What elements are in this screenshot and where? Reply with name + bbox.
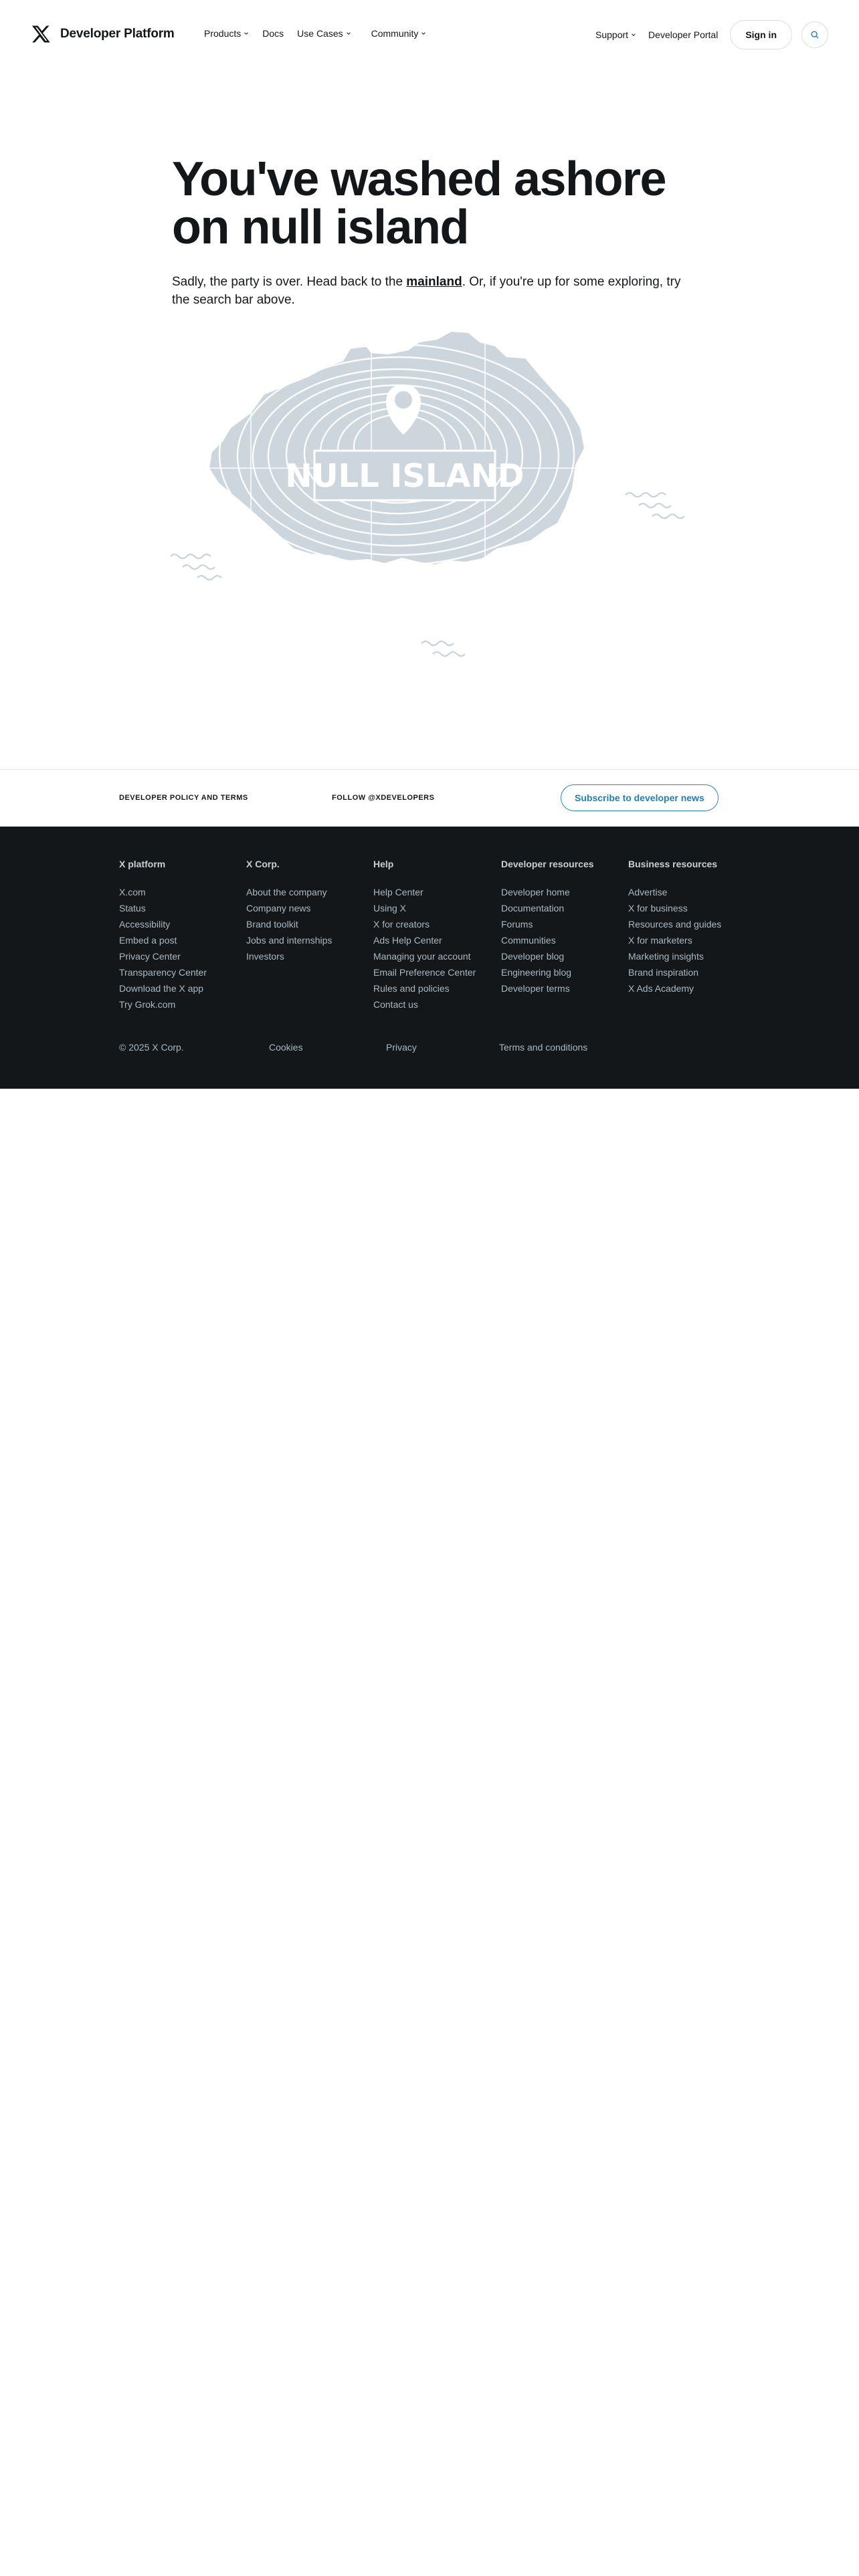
footer-link-list xyxy=(246,884,367,964)
sign-in-button[interactable]: Sign in xyxy=(730,20,792,49)
footer-link[interactable]: About the company xyxy=(246,887,327,897)
footer-column-title: X platform xyxy=(119,859,166,869)
brand-name: Developer Platform xyxy=(60,27,175,41)
footer-link[interactable]: Embed a post xyxy=(119,935,177,946)
page-title: You've washed ashore on null island xyxy=(172,152,666,254)
footer-link-list xyxy=(119,884,240,1012)
footer-link[interactable]: Forums xyxy=(501,919,533,930)
footer-link[interactable]: Communities xyxy=(501,935,556,946)
footer-link[interactable]: Using X xyxy=(373,903,407,914)
footer-link[interactable]: Documentation xyxy=(501,903,565,914)
footer-link[interactable]: Developer blog xyxy=(501,951,565,962)
footer-link[interactable]: Investors xyxy=(246,951,284,962)
nav-docs-label: Docs xyxy=(262,28,284,39)
footer-link[interactable]: Jobs and internships xyxy=(246,935,332,946)
hero-description xyxy=(172,273,694,309)
footer-link[interactable]: Rules and policies xyxy=(373,983,450,994)
nav-docs[interactable] xyxy=(262,28,284,39)
footer-link[interactable]: Help Center xyxy=(373,887,423,897)
nav-support-label: Support xyxy=(595,29,629,40)
main-nav xyxy=(204,28,440,39)
footer-link[interactable]: Transparency Center xyxy=(119,967,207,978)
x-logo-icon xyxy=(31,24,51,44)
copyright: © 2025 X Corp. xyxy=(119,1042,184,1053)
footer-link[interactable]: Ads Help Center xyxy=(373,935,442,946)
follow-xdevelopers-link[interactable]: FOLLOW @XDEVELOPERS xyxy=(332,794,435,802)
footer-link[interactable]: Resources and guides xyxy=(628,919,722,930)
island-label: NULL ISLAND xyxy=(285,457,524,495)
footer-link[interactable]: Marketing insights xyxy=(628,951,704,962)
header-actions xyxy=(595,20,828,49)
search-icon xyxy=(810,30,820,39)
search-button[interactable] xyxy=(801,21,828,48)
footer-link[interactable]: Brand inspiration xyxy=(628,967,699,978)
footer-column-title: Developer resources xyxy=(501,859,594,869)
nav-community-label: Community xyxy=(371,28,419,39)
footer-column-title: X Corp. xyxy=(246,859,280,869)
nav-support[interactable] xyxy=(595,29,636,40)
footer-link[interactable]: Status xyxy=(119,903,146,914)
mainland-link[interactable]: mainland xyxy=(406,275,462,289)
nav-use-cases[interactable] xyxy=(297,28,351,39)
footer-link[interactable]: Engineering blog xyxy=(501,967,572,978)
hero-text-after: . Or, if you're up for some exploring, try the search bar above. xyxy=(172,275,681,307)
footer-link[interactable]: Advertise xyxy=(628,887,668,897)
cookies-link[interactable]: Cookies xyxy=(269,1042,303,1053)
nav-use-cases-label: Use Cases xyxy=(297,28,343,39)
footer-link[interactable]: Privacy Center xyxy=(119,951,181,962)
footer-column xyxy=(373,859,494,1012)
terms-link[interactable]: Terms and conditions xyxy=(499,1042,588,1053)
footer-link[interactable]: X.com xyxy=(119,887,146,897)
footer-link[interactable]: X for creators xyxy=(373,919,430,930)
footer-column xyxy=(628,859,749,996)
nav-developer-portal-label: Developer Portal xyxy=(648,29,719,40)
null-island-illustration xyxy=(171,328,692,669)
footer-link-list xyxy=(501,884,622,996)
brand-link[interactable] xyxy=(31,24,175,44)
footer-column xyxy=(501,859,622,996)
privacy-link[interactable]: Privacy xyxy=(386,1042,417,1053)
footer-link[interactable]: Developer home xyxy=(501,887,570,897)
footer-link[interactable]: Email Preference Center xyxy=(373,967,476,978)
footer-column-title: Business resources xyxy=(628,859,718,869)
footer-links-strip xyxy=(0,769,859,827)
footer-link[interactable]: X Ads Academy xyxy=(628,983,694,994)
hero-text-before: Sadly, the party is over. Head back to the xyxy=(172,275,407,289)
subscribe-button[interactable]: Subscribe to developer news xyxy=(561,784,719,811)
footer-link[interactable]: Developer terms xyxy=(501,983,570,994)
nav-community[interactable] xyxy=(371,28,427,39)
site-footer xyxy=(0,827,859,1089)
footer-link[interactable]: Managing your account xyxy=(373,951,471,962)
footer-link[interactable]: Accessibility xyxy=(119,919,171,930)
chevron-down-icon xyxy=(421,31,426,36)
hero-section xyxy=(172,152,694,309)
footer-link-list xyxy=(373,884,494,1012)
footer-link-list xyxy=(628,884,749,996)
footer-link[interactable]: Company news xyxy=(246,903,311,914)
chevron-down-icon xyxy=(346,31,351,36)
nav-products[interactable] xyxy=(204,28,249,39)
footer-link[interactable]: Contact us xyxy=(373,999,418,1010)
chevron-down-icon xyxy=(244,31,249,36)
footer-column-title: Help xyxy=(373,859,394,869)
developer-policy-link[interactable]: DEVELOPER POLICY AND TERMS xyxy=(119,794,248,802)
nav-developer-portal[interactable] xyxy=(648,29,718,40)
footer-link[interactable]: X for business xyxy=(628,903,688,914)
chevron-down-icon xyxy=(631,32,636,37)
footer-link[interactable]: Try Grok.com xyxy=(119,999,176,1010)
footer-link[interactable]: X for marketers xyxy=(628,935,692,946)
footer-column xyxy=(246,859,367,964)
footer-link[interactable]: Brand toolkit xyxy=(246,919,298,930)
nav-products-label: Products xyxy=(204,28,242,39)
footer-column xyxy=(119,859,240,1012)
site-header xyxy=(0,0,859,71)
footer-link[interactable]: Download the X app xyxy=(119,983,204,994)
